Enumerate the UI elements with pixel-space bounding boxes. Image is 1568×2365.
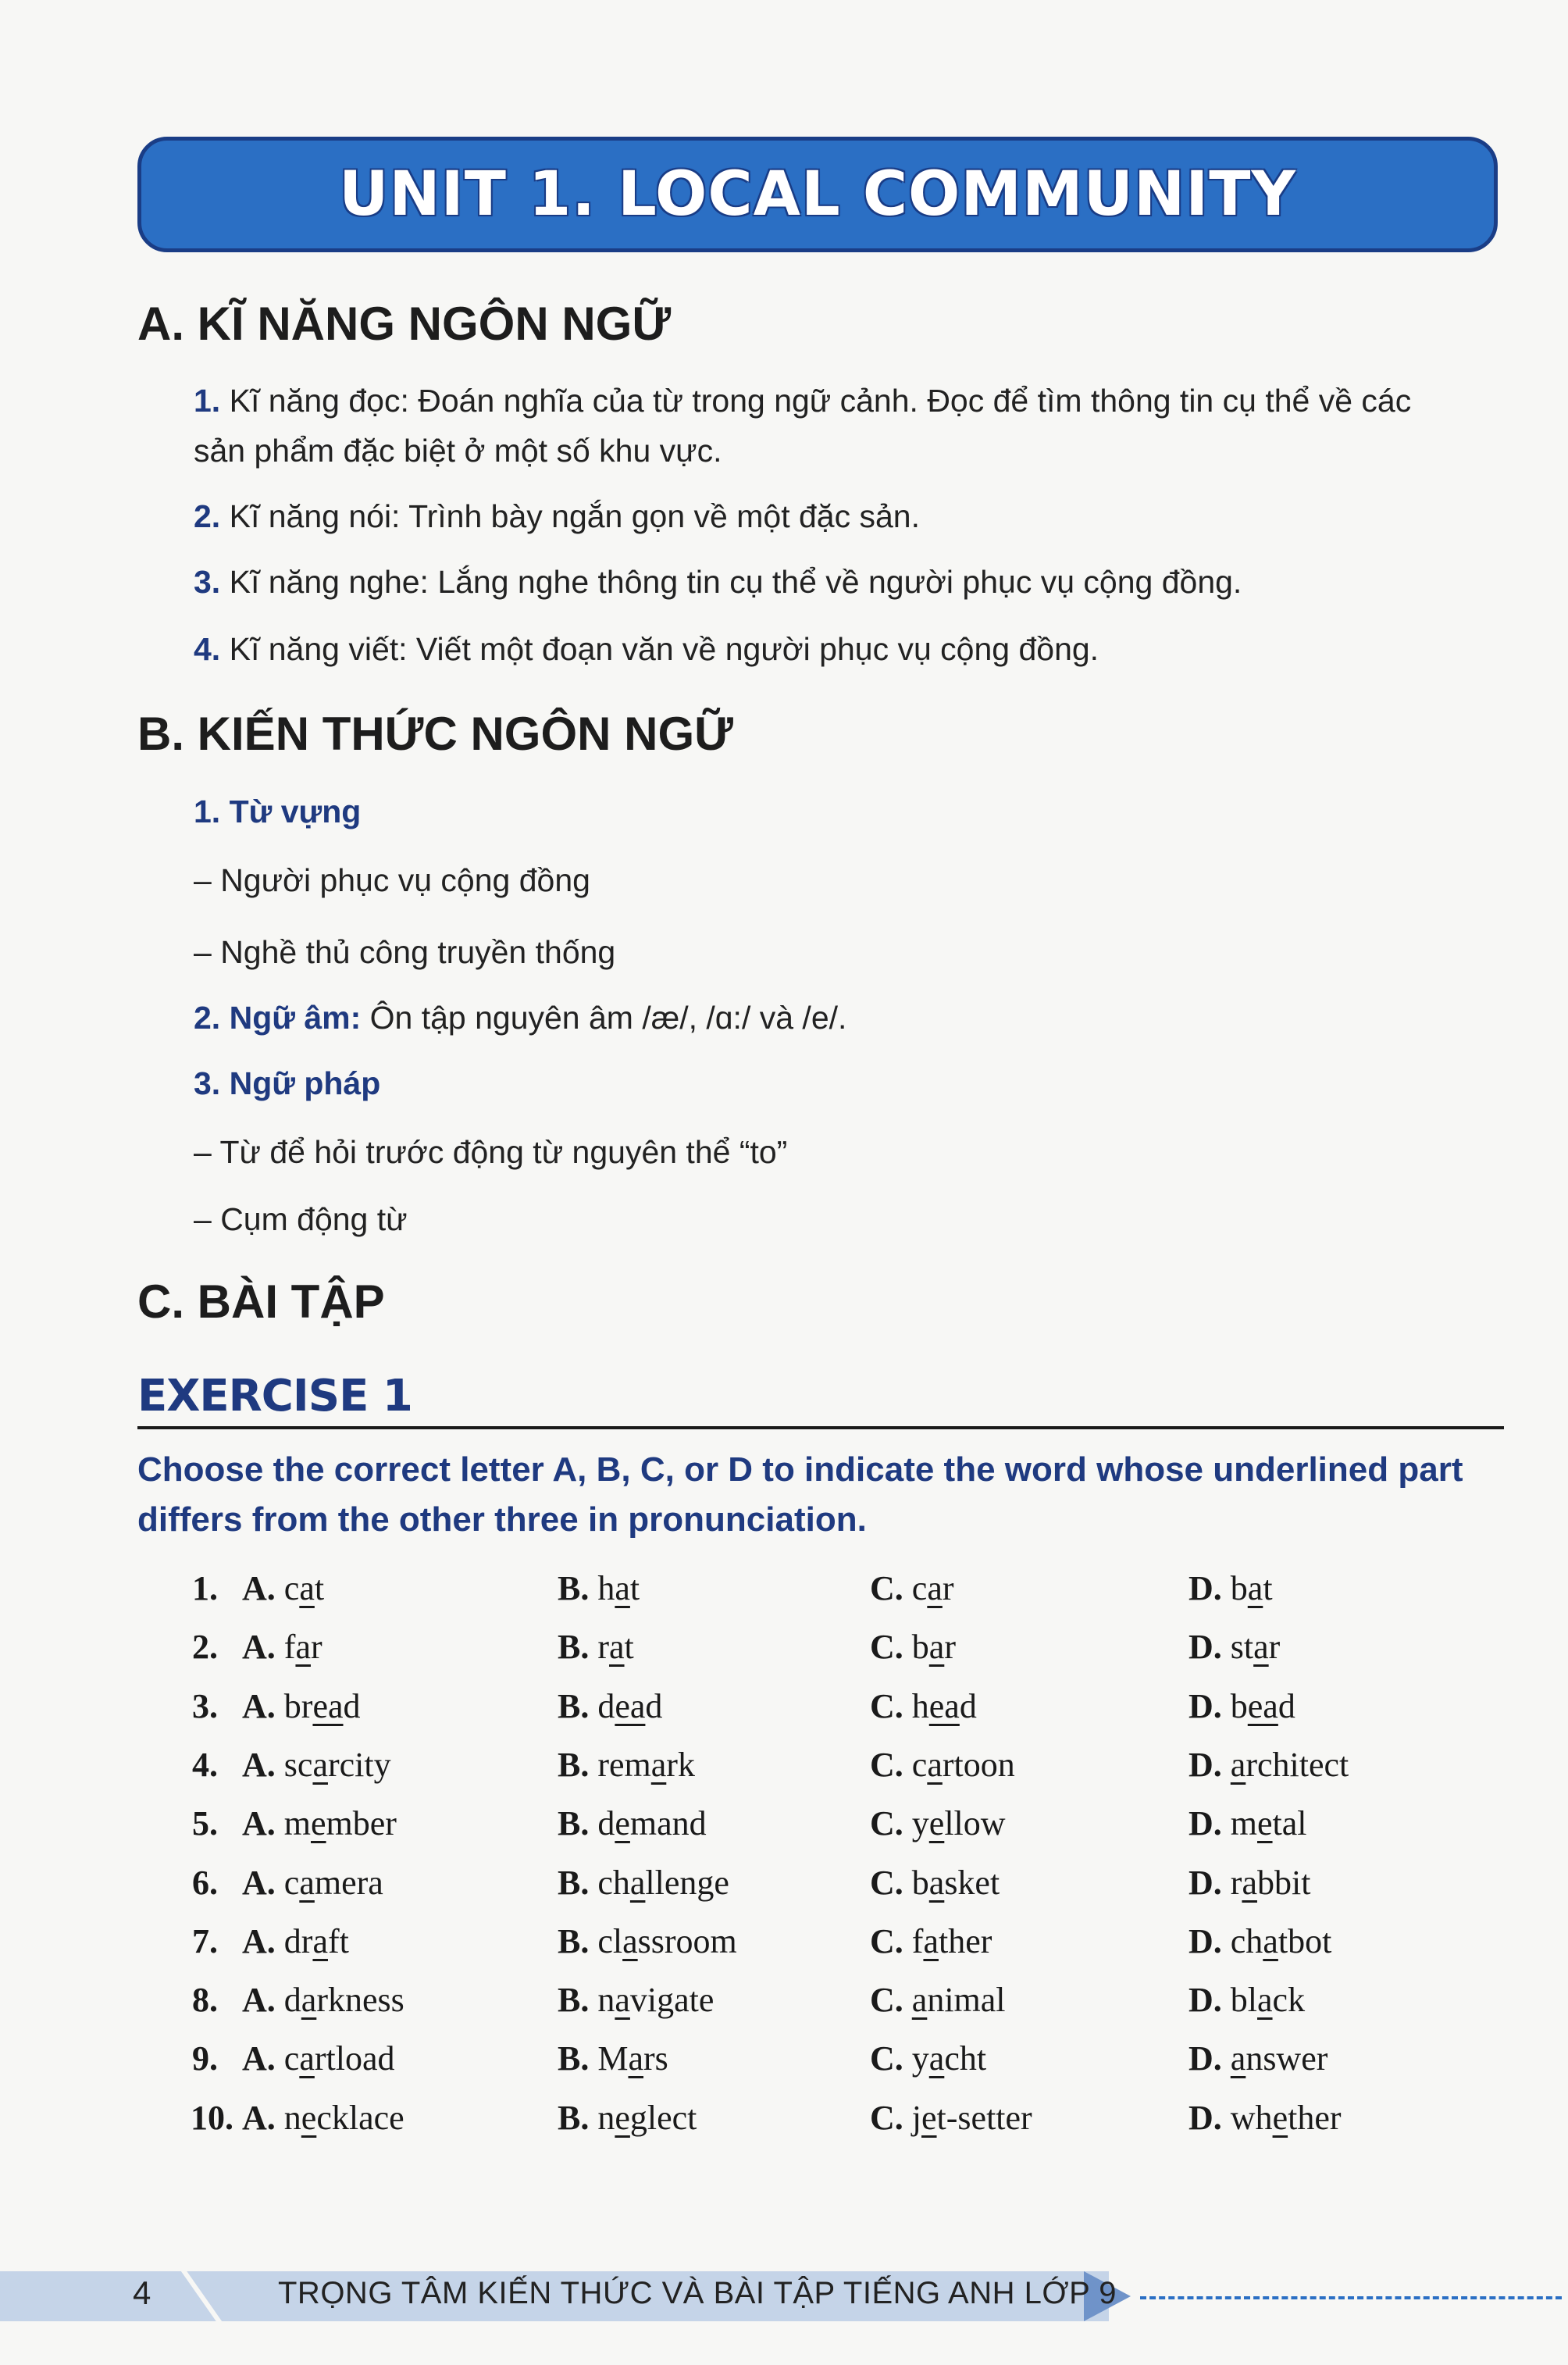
word-suffix: t	[624, 1628, 634, 1667]
word-suffix: rk	[666, 1745, 695, 1784]
word-suffix: t	[1263, 1569, 1273, 1607]
underlined-part: a	[609, 1628, 625, 1667]
question-row	[192, 1686, 1488, 1741]
word-prefix: r	[597, 1628, 610, 1667]
answer-option[interactable]	[242, 1921, 349, 1961]
answer-option[interactable]	[1188, 1627, 1280, 1667]
word-prefix: m	[283, 1804, 312, 1843]
answer-option[interactable]	[1188, 1980, 1305, 2020]
question-number: 6.	[192, 1863, 218, 1902]
word-suffix: d	[343, 1686, 361, 1725]
underlined-part: e	[301, 2098, 317, 2137]
question-number: 5.	[192, 1804, 218, 1843]
option-letter: A.	[242, 1569, 276, 1607]
option-letter: B.	[558, 1921, 590, 1960]
answer-option[interactable]	[558, 1863, 729, 1903]
answer-option[interactable]	[870, 1980, 1006, 2020]
option-letter: B.	[558, 2098, 590, 2137]
answer-option[interactable]	[242, 1803, 397, 1843]
word-suffix: rchitect	[1245, 1745, 1349, 1784]
option-letter: C.	[870, 2098, 903, 2137]
underlined-part: a	[1230, 2039, 1246, 2078]
answer-option[interactable]	[242, 1863, 383, 1903]
answer-option[interactable]	[870, 1568, 954, 1608]
answer-option[interactable]	[558, 1921, 737, 1961]
option-letter: A.	[242, 1804, 276, 1843]
word-suffix: rtload	[314, 2039, 395, 2078]
answer-option[interactable]	[558, 1745, 695, 1785]
word-prefix: r	[1230, 1863, 1242, 1902]
word-suffix: glect	[629, 2098, 697, 2137]
option-letter: C.	[870, 2039, 903, 2078]
grammar-item-2: – Cụm động từ	[194, 1201, 408, 1237]
underlined-part: a	[628, 2039, 644, 2078]
word-suffix: nswer	[1245, 2039, 1328, 2078]
skill-item-number: 3.	[194, 564, 221, 600]
underlined-part: a	[299, 2039, 315, 2078]
question-row	[192, 1627, 1488, 1682]
answer-option[interactable]	[242, 1980, 404, 2020]
grammar-title: 3. Ngữ pháp	[194, 1065, 381, 1101]
word-prefix: d	[283, 1981, 301, 2020]
answer-option[interactable]	[558, 2039, 668, 2078]
underlined-part: a	[615, 1569, 630, 1607]
word-prefix: h	[597, 1569, 615, 1607]
exercise-title: EXERCISE 1	[137, 1371, 412, 1421]
option-letter: B.	[558, 1628, 590, 1667]
word-suffix: bbit	[1256, 1863, 1311, 1902]
word-suffix: tbot	[1278, 1921, 1332, 1960]
word-prefix: m	[1230, 1804, 1258, 1843]
question-row	[192, 1745, 1488, 1800]
answer-option[interactable]	[1188, 2098, 1342, 2138]
word-suffix: rs	[643, 2039, 668, 2078]
word-prefix: n	[597, 1981, 615, 2020]
underlined-part: ea	[928, 1686, 960, 1725]
word-suffix: rkness	[316, 1981, 404, 2020]
word-suffix: d	[645, 1686, 663, 1725]
underlined-part: a	[1230, 1745, 1246, 1784]
word-prefix: c	[911, 1569, 928, 1607]
word-prefix: f	[283, 1628, 296, 1667]
option-letter: D.	[1188, 2039, 1222, 2078]
word-suffix: ft	[327, 1921, 349, 1960]
underlined-part: a	[1253, 1628, 1269, 1667]
option-letter: B.	[558, 1981, 590, 2020]
word-suffix: r	[942, 1569, 954, 1607]
question-number: 10.	[191, 2098, 233, 2137]
underlined-part: a	[928, 2039, 945, 2078]
vocabulary-item-1: – Người phục vụ cộng đồng	[194, 862, 590, 898]
underlined-part: e	[615, 1804, 630, 1843]
underlined-part: e	[1257, 1804, 1273, 1843]
answer-option[interactable]	[558, 2098, 697, 2138]
word-suffix: cklace	[316, 2098, 404, 2137]
option-letter: B.	[558, 1569, 590, 1607]
question-number: 9.	[192, 2039, 218, 2078]
underlined-part: e	[615, 2098, 630, 2137]
underlined-part: ea	[1247, 1686, 1278, 1725]
word-suffix: vigate	[629, 1981, 715, 2020]
answer-option[interactable]	[1188, 2039, 1327, 2078]
page-number: 4	[133, 2274, 151, 2311]
word-prefix: rem	[597, 1745, 651, 1784]
option-letter: D.	[1188, 2098, 1222, 2137]
skill-item-1	[194, 376, 1411, 425]
option-letter: C.	[870, 1628, 903, 1667]
option-letter: D.	[1188, 1981, 1222, 2020]
answer-option[interactable]	[870, 2098, 1032, 2138]
skill-item-2	[194, 492, 920, 540]
answer-option[interactable]	[1188, 1568, 1273, 1608]
word-prefix: f	[911, 1921, 924, 1960]
underlined-part: a	[928, 1628, 945, 1667]
option-letter: D.	[1188, 1628, 1222, 1667]
book-title: TRỌNG TÂM KIẾN THỨC VÀ BÀI TẬP TIẾNG ANH LỚP 9	[278, 2276, 1117, 2310]
word-prefix: b	[911, 1863, 929, 1902]
vocabulary-item-2: – Nghề thủ công truyền thống	[194, 934, 616, 970]
underlined-part: a	[927, 1569, 943, 1607]
answer-option[interactable]	[1188, 1921, 1331, 1961]
underlined-part: e	[1272, 2098, 1288, 2137]
word-prefix: b	[1230, 1686, 1248, 1725]
question-number: 1.	[192, 1569, 218, 1607]
option-letter: B.	[558, 1863, 590, 1902]
answer-option[interactable]	[558, 1686, 662, 1726]
option-letter: B.	[558, 1804, 590, 1843]
word-suffix: llow	[944, 1804, 1006, 1843]
skill-item-text: Kĩ năng đọc: Đoán nghĩa của từ trong ngữ cảnh. Đọc để tìm thông tin cụ thể về các	[229, 383, 1412, 419]
underlined-part: a	[1242, 1863, 1257, 1902]
word-prefix: d	[597, 1804, 615, 1843]
skill-item-4	[194, 625, 1099, 673]
word-suffix: mera	[314, 1863, 383, 1902]
answer-option[interactable]	[1188, 1686, 1295, 1726]
word-suffix: llenge	[645, 1863, 729, 1902]
answer-option[interactable]	[242, 1568, 324, 1608]
answer-option[interactable]	[242, 1627, 323, 1667]
word-suffix: nimal	[927, 1981, 1006, 2020]
option-letter: C.	[870, 1863, 903, 1902]
word-suffix: ssroom	[637, 1921, 737, 1960]
word-suffix: t-setter	[936, 2098, 1032, 2137]
word-prefix: sc	[283, 1745, 313, 1784]
word-prefix: b	[1230, 1569, 1248, 1607]
skill-item-number: 2.	[194, 498, 221, 534]
word-suffix: ther	[938, 1921, 992, 1960]
underlined-part: a	[615, 1981, 630, 2020]
word-suffix: tal	[1272, 1804, 1307, 1843]
option-letter: A.	[242, 1981, 276, 2020]
option-letter: D.	[1188, 1569, 1222, 1607]
skill-item-text: Kĩ năng nghe: Lắng nghe thông tin cụ thể về người phục vụ cộng đồng.	[229, 564, 1242, 600]
option-letter: B.	[558, 1686, 590, 1725]
word-prefix: ch	[597, 1863, 630, 1902]
word-suffix: cht	[944, 2039, 987, 2078]
option-letter: C.	[870, 1569, 903, 1607]
unit-title-banner	[137, 137, 1498, 252]
word-prefix: n	[597, 2098, 615, 2137]
option-letter: A.	[242, 1686, 276, 1725]
word-prefix: c	[283, 1863, 300, 1902]
word-prefix: wh	[1230, 2098, 1273, 2137]
answer-option[interactable]	[1188, 1863, 1310, 1903]
question-row	[192, 1863, 1488, 1917]
underlined-part: a	[312, 1745, 328, 1784]
underlined-part: a	[301, 1981, 317, 2020]
answer-option[interactable]	[1188, 1745, 1349, 1785]
underlined-part: a	[928, 1863, 945, 1902]
word-suffix: d	[1278, 1686, 1295, 1725]
option-letter: C.	[870, 1981, 903, 2020]
word-suffix: rtoon	[942, 1745, 1015, 1784]
exercise-instruction: Choose the correct letter A, B, C, or D to indicate the word whose underlined part differs from the other three in pronunciation.	[137, 1450, 1463, 1539]
word-prefix: y	[911, 2039, 929, 2078]
underlined-part: ea	[312, 1686, 344, 1725]
word-suffix: t	[314, 1569, 325, 1607]
option-letter: B.	[558, 2039, 590, 2078]
word-suffix: r	[310, 1628, 323, 1667]
underlined-part: a	[299, 1569, 315, 1607]
underlined-part: a	[923, 1921, 939, 1960]
word-suffix: t	[629, 1569, 640, 1607]
answer-option[interactable]	[242, 1686, 361, 1726]
unit-title: UNIT 1. LOCAL COMMUNITY	[339, 159, 1296, 230]
word-prefix: n	[283, 2098, 301, 2137]
underlined-part: a	[927, 1745, 943, 1784]
underlined-part: a	[622, 1921, 638, 1960]
option-letter: D.	[1188, 1804, 1222, 1843]
underlined-part: a	[629, 1863, 646, 1902]
word-suffix: r	[944, 1628, 956, 1667]
word-suffix: d	[959, 1686, 977, 1725]
underlined-part: ea	[615, 1686, 646, 1725]
underlined-part: a	[1257, 1981, 1273, 2020]
skill-item-text: Kĩ năng nói: Trình bày ngắn gọn về một đặc sản.	[229, 498, 920, 534]
word-suffix: rcity	[327, 1745, 391, 1784]
skill-item-number: 4.	[194, 631, 221, 667]
option-letter: D.	[1188, 1921, 1222, 1960]
word-suffix: mber	[326, 1804, 397, 1843]
answer-option[interactable]	[242, 1745, 391, 1785]
option-letter: C.	[870, 1686, 903, 1725]
option-letter: C.	[870, 1745, 903, 1784]
question-number: 7.	[192, 1921, 218, 1960]
answer-option[interactable]	[870, 2039, 986, 2078]
option-letter: A.	[242, 1745, 276, 1784]
answer-option[interactable]	[870, 1863, 1000, 1903]
answer-option[interactable]	[1188, 1803, 1307, 1843]
exercise-divider	[137, 1426, 1504, 1429]
grammar-item-1: – Từ để hỏi trước động từ nguyên thể “to”	[194, 1134, 788, 1170]
underlined-part: e	[311, 1804, 326, 1843]
option-letter: C.	[870, 1921, 903, 1960]
vocabulary-title: 1. Từ vựng	[194, 794, 362, 829]
underlined-part: a	[911, 1981, 928, 2020]
word-prefix: cl	[597, 1921, 623, 1960]
word-prefix: d	[597, 1686, 615, 1725]
word-prefix: st	[1230, 1628, 1254, 1667]
option-letter: B.	[558, 1745, 590, 1784]
section-b-heading: B. KIẾN THỨC NGÔN NGỮ	[137, 708, 733, 760]
word-prefix: br	[283, 1686, 313, 1725]
word-prefix: c	[283, 2039, 300, 2078]
underlined-part: e	[921, 2098, 937, 2137]
option-letter: A.	[242, 1921, 276, 1960]
word-suffix: ck	[1272, 1981, 1306, 2020]
word-prefix: b	[911, 1628, 929, 1667]
word-prefix: bl	[1230, 1981, 1258, 2020]
question-row	[192, 2098, 1488, 2153]
skill-item-number: 1.	[194, 383, 221, 419]
option-letter: C.	[870, 1804, 903, 1843]
word-prefix: ch	[1230, 1921, 1263, 1960]
question-row	[192, 1980, 1488, 2035]
answer-option[interactable]	[558, 1803, 707, 1843]
underlined-part: e	[928, 1804, 945, 1843]
underlined-part: a	[1263, 1921, 1278, 1960]
answer-option[interactable]	[870, 1686, 977, 1726]
option-letter: A.	[242, 2098, 276, 2137]
option-letter: A.	[242, 1628, 276, 1667]
answer-option[interactable]	[870, 1803, 1006, 1843]
question-row	[192, 1921, 1488, 1976]
word-suffix: ther	[1288, 2098, 1342, 2137]
option-letter: D.	[1188, 1745, 1222, 1784]
word-prefix: y	[911, 1804, 929, 1843]
word-prefix: M	[597, 2039, 629, 2078]
option-letter: A.	[242, 2039, 276, 2078]
option-letter: D.	[1188, 1863, 1222, 1902]
question-number: 4.	[192, 1745, 218, 1784]
answer-option[interactable]	[870, 1921, 992, 1961]
word-prefix: c	[283, 1569, 300, 1607]
question-number: 3.	[192, 1686, 218, 1725]
skill-item-text: Kĩ năng viết: Viết một đoạn văn về người phục vụ cộng đồng.	[229, 631, 1099, 667]
footer-dashed-line	[1140, 2296, 1562, 2299]
underlined-part: a	[295, 1628, 311, 1667]
answer-option[interactable]	[870, 1627, 956, 1667]
answer-option[interactable]	[558, 1568, 640, 1608]
underlined-part: a	[650, 1745, 667, 1784]
word-suffix: mand	[629, 1804, 707, 1843]
option-letter: D.	[1188, 1686, 1222, 1725]
question-number: 2.	[192, 1628, 218, 1667]
question-row	[192, 2039, 1488, 2093]
answer-option[interactable]	[558, 1980, 714, 2020]
answer-option[interactable]	[558, 1627, 634, 1667]
word-prefix: h	[911, 1686, 929, 1725]
word-prefix: j	[911, 2098, 922, 2137]
underlined-part: a	[1247, 1569, 1263, 1607]
word-suffix: sket	[944, 1863, 1000, 1902]
underlined-part: a	[299, 1863, 315, 1902]
question-number: 8.	[192, 1981, 218, 2020]
answer-option[interactable]	[242, 2039, 394, 2078]
phonetics-text: Ôn tập nguyên âm /æ/, /ɑ:/ và /e/.	[361, 1000, 847, 1036]
answer-option[interactable]	[870, 1745, 1015, 1785]
section-c-heading: C. BÀI TẬP	[137, 1275, 385, 1328]
answer-option[interactable]	[242, 2098, 404, 2138]
skill-item-1-continued: sản phẩm đặc biệt ở một số khu vực.	[194, 433, 722, 469]
question-row	[192, 1568, 1488, 1623]
underlined-part: a	[312, 1921, 328, 1960]
skill-item-3	[194, 558, 1242, 606]
section-a-heading: A. KĨ NĂNG NGÔN NGỮ	[137, 298, 672, 350]
word-prefix: c	[911, 1745, 928, 1784]
phonetics-line	[194, 993, 846, 1042]
question-row	[192, 1803, 1488, 1858]
phonetics-title: 2. Ngữ âm:	[194, 1000, 362, 1036]
word-suffix: r	[1268, 1628, 1281, 1667]
word-prefix: dr	[283, 1921, 313, 1960]
option-letter: A.	[242, 1863, 276, 1902]
